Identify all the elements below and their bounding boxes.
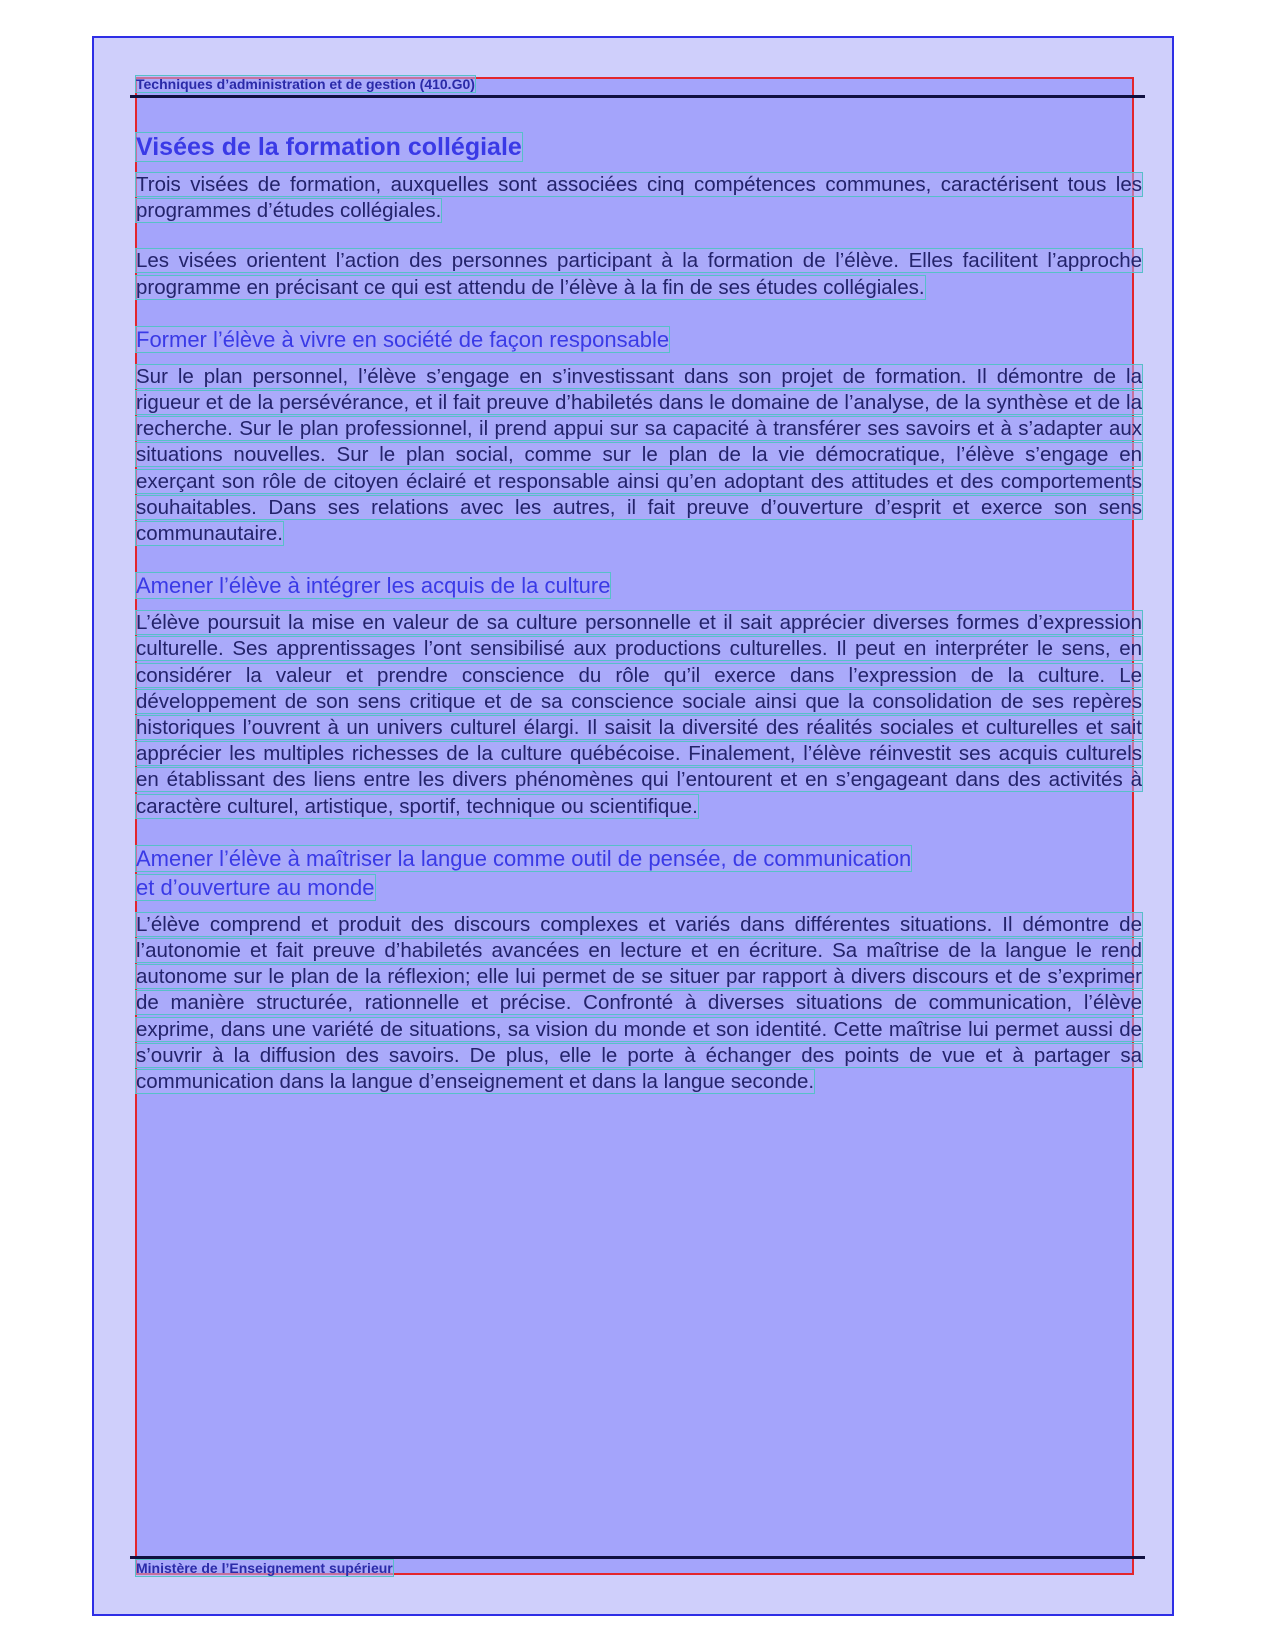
section-heading-language-line1: Amener l’élève à maîtriser la langue comme outil de pensée, de communication (136, 845, 912, 871)
running-header: Techniques d’administration et de gestion (410.G0) (136, 76, 475, 92)
intro-paragraph-2 (136, 248, 1142, 300)
footer-rule (130, 1556, 1145, 1559)
section-heading-culture (136, 571, 1142, 600)
section-body-culture-text: L’élève poursuit la mise en valeur de sa culture personnelle et il sait apprécier diverses formes d’expression culturelle. Ses apprentissages l’ont sensibilisé aux productions culturelles. Il peut en interpréter le sens, en considérer la valeur et prendre conscience du rôle qu’il exerce dans l’expression de la culture. Le développement de son sens critique et de sa conscience sociale ainsi que la consolidation de ses repères historiques l’ouvrent à un univers culturel élargi. Il saisit la diversité des réalités sociales et culturelles et sait apprécier les multiples richesses de la culture québécoise. Finalement, l’élève réinvestit ses acquis culturels en établissant des liens entre les divers phénomènes qui l’entourent et en s’engageant dans des activités à caractère culturel, artistique, sportif, technique ou scientifique. (136, 611, 1142, 818)
section-heading-culture-text: Amener l’élève à intégrer les acquis de la culture (136, 573, 611, 599)
spacer (136, 547, 1142, 571)
intro-paragraph-1 (136, 172, 1142, 224)
spacer (136, 820, 1142, 844)
page-title-text: Visées de la formation collégiale (136, 133, 522, 161)
section-body-language-text: L’élève comprend et produit des discours complexes et variés dans différentes situations. Il démontre de l’autonomie et fait preuve d’habiletés avancées en lecture et en écriture. Sa maîtrise de la langue le rend autonome sur le plan de la réflexion; elle lui permet de se situer par rapport à divers discours et de s’exprimer de manière structurée, rationnelle et précise. Confronté à diverses situations de communication, l’élève exprime, dans une variété de situations, sa vision du monde et son identité. Cette maîtrise lui permet aussi de s’ouvrir à la diffusion des savoirs. De plus, elle le porte à échanger des points de vue et à partager sa communication dans la langue d’enseignement et dans la langue seconde. (136, 912, 1142, 1094)
section-heading-responsibility-text: Former l’élève à vivre en société de façon responsable (136, 326, 670, 352)
section-heading-language-line2: et d’ouverture au monde (136, 874, 375, 900)
section-body-responsibility (136, 364, 1142, 547)
section-body-responsibility-text: Sur le plan personnel, l’élève s’engage en s’investissant dans son projet de formation. Il démontre de la rigueur et de la persévérance, et il fait preuve d’habiletés dans le domaine de l’analyse, de la synthèse et de la recherche. Sur le plan professionnel, il prend appui sur sa capacité à transférer ses savoirs et à s’adapter aux situations nouvelles. Sur le plan social, comme sur le plan de la vie démocratique, l’élève s’engage en exerçant son rôle de citoyen éclairé et responsable ainsi qu’en adoptant des attitudes et des comportements souhaitables. Dans ses relations avec les autres, il fait preuve d’ouverture d’esprit et exerce son sens communautaire. (136, 364, 1142, 546)
intro-paragraph-2-text: Les visées orientent l’action des personnes participant à la formation de l’élève. Elles facilitent l’approche programme en précisant ce qui est attendu de l’élève à la fin de ses études collégiales. (136, 249, 1142, 299)
section-heading-language (136, 844, 1142, 902)
document-body (136, 132, 1142, 1095)
header-rule (130, 95, 1145, 98)
intro-paragraph-1-text: Trois visées de formation, auxquelles sont associées cinq compétences communes, caractérisent tous les programmes d’études collégiales. (136, 173, 1142, 223)
section-body-language (136, 912, 1142, 1095)
running-footer: Ministère de l’Enseignement supérieur (136, 1560, 393, 1576)
page-title (136, 132, 1142, 162)
spacer (136, 301, 1142, 325)
spacer (136, 224, 1142, 248)
section-body-culture (136, 610, 1142, 820)
section-heading-responsibility (136, 325, 1142, 354)
